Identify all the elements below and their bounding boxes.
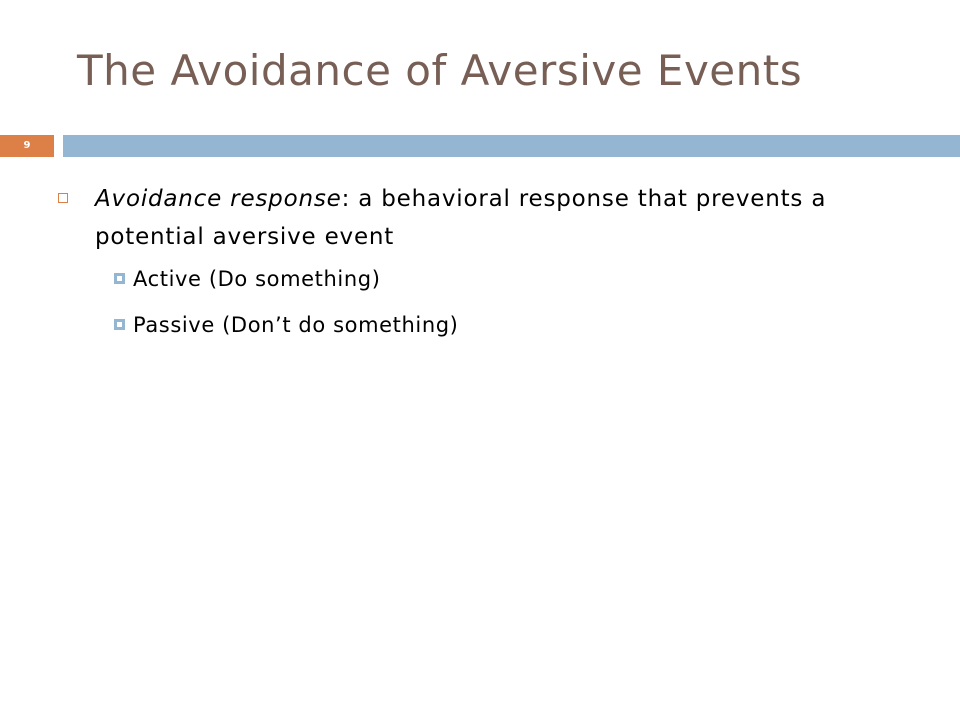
page-number: 9 — [23, 140, 31, 151]
sub-bullet-passive — [58, 312, 918, 338]
bullet-term: Avoidance response — [95, 186, 342, 212]
sub-bullet-text: Passive (Don’t do something) — [133, 313, 459, 337]
sub-bullet-text: Active (Do something) — [133, 267, 381, 291]
sub-bullet-active — [58, 266, 918, 292]
slide-content — [58, 180, 918, 358]
bullet-avoidance-response — [58, 180, 918, 256]
filled-square-icon — [114, 319, 125, 330]
page-number-tab — [0, 135, 54, 157]
hollow-square-icon — [58, 193, 68, 203]
slide-title: The Avoidance of Aversive Events — [77, 46, 803, 95]
filled-square-icon — [114, 273, 125, 284]
sub-bullet-list — [58, 266, 918, 338]
header-rule — [63, 135, 960, 157]
bullet-definition: : a behavioral response that prevents a potential aversive event — [95, 186, 827, 250]
